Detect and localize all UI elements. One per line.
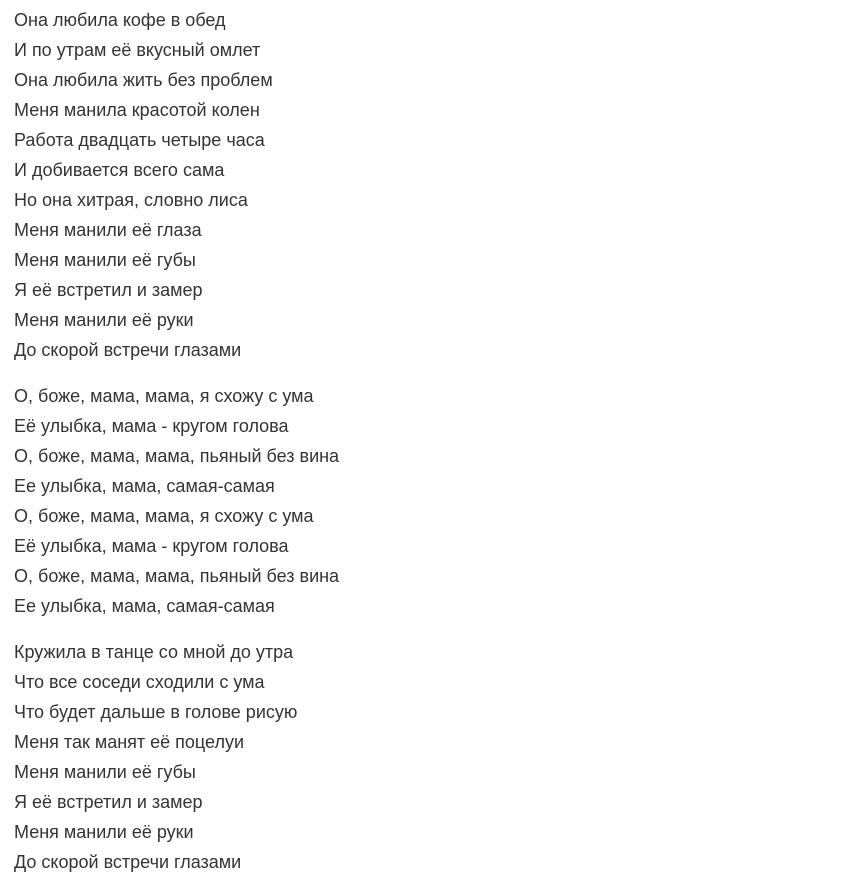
lyric-line: Ее улыбка, мама, самая-самая bbox=[14, 596, 275, 616]
lyric-line: Что будет дальше в голове рисую bbox=[14, 702, 298, 722]
lyric-line: О, боже, мама, мама, пьяный без вина bbox=[14, 446, 340, 466]
lyric-line: О, боже, мама, мама, пьяный без вина bbox=[14, 566, 340, 586]
stanza-verse-2 bbox=[14, 637, 854, 877]
lyric-line: Меня манили её глаза bbox=[14, 220, 202, 240]
lyric-line: О, боже, мама, мама, я схожу с ума bbox=[14, 386, 314, 406]
stanza-chorus bbox=[14, 381, 854, 621]
lyric-line: Её улыбка, мама - кругом голова bbox=[14, 416, 289, 436]
lyric-line: Она любила жить без проблем bbox=[14, 70, 273, 90]
stanza-verse-1 bbox=[14, 5, 854, 365]
lyric-line: Меня манили её губы bbox=[14, 250, 196, 270]
lyric-line: Её улыбка, мама - кругом голова bbox=[14, 536, 289, 556]
lyric-line: До скорой встречи глазами bbox=[14, 852, 242, 872]
lyric-line: Я её встретил и замер bbox=[14, 280, 203, 300]
lyric-line: Меня так манят её поцелуи bbox=[14, 732, 245, 752]
lyric-line: О, боже, мама, мама, я схожу с ума bbox=[14, 506, 314, 526]
lyric-line: Она любила кофе в обед bbox=[14, 10, 226, 30]
lyric-line: Что все соседи сходили с ума bbox=[14, 672, 265, 692]
lyric-line: До скорой встречи глазами bbox=[14, 340, 242, 360]
lyric-line: Ее улыбка, мама, самая-самая bbox=[14, 476, 275, 496]
lyrics-text bbox=[14, 5, 854, 877]
lyric-line: Работа двадцать четыре часа bbox=[14, 130, 265, 150]
lyric-line: И добивается всего сама bbox=[14, 160, 225, 180]
lyric-line: Меня манили её руки bbox=[14, 822, 194, 842]
lyric-line: Меня манила красотой колен bbox=[14, 100, 260, 120]
lyric-line: Меня манили её губы bbox=[14, 762, 196, 782]
lyric-line: Но она хитрая, словно лиса bbox=[14, 190, 248, 210]
lyric-line: Меня манили её руки bbox=[14, 310, 194, 330]
lyric-line: Я её встретил и замер bbox=[14, 792, 203, 812]
lyric-line: И по утрам её вкусный омлет bbox=[14, 40, 261, 60]
lyric-line: Кружила в танце со мной до утра bbox=[14, 642, 294, 662]
